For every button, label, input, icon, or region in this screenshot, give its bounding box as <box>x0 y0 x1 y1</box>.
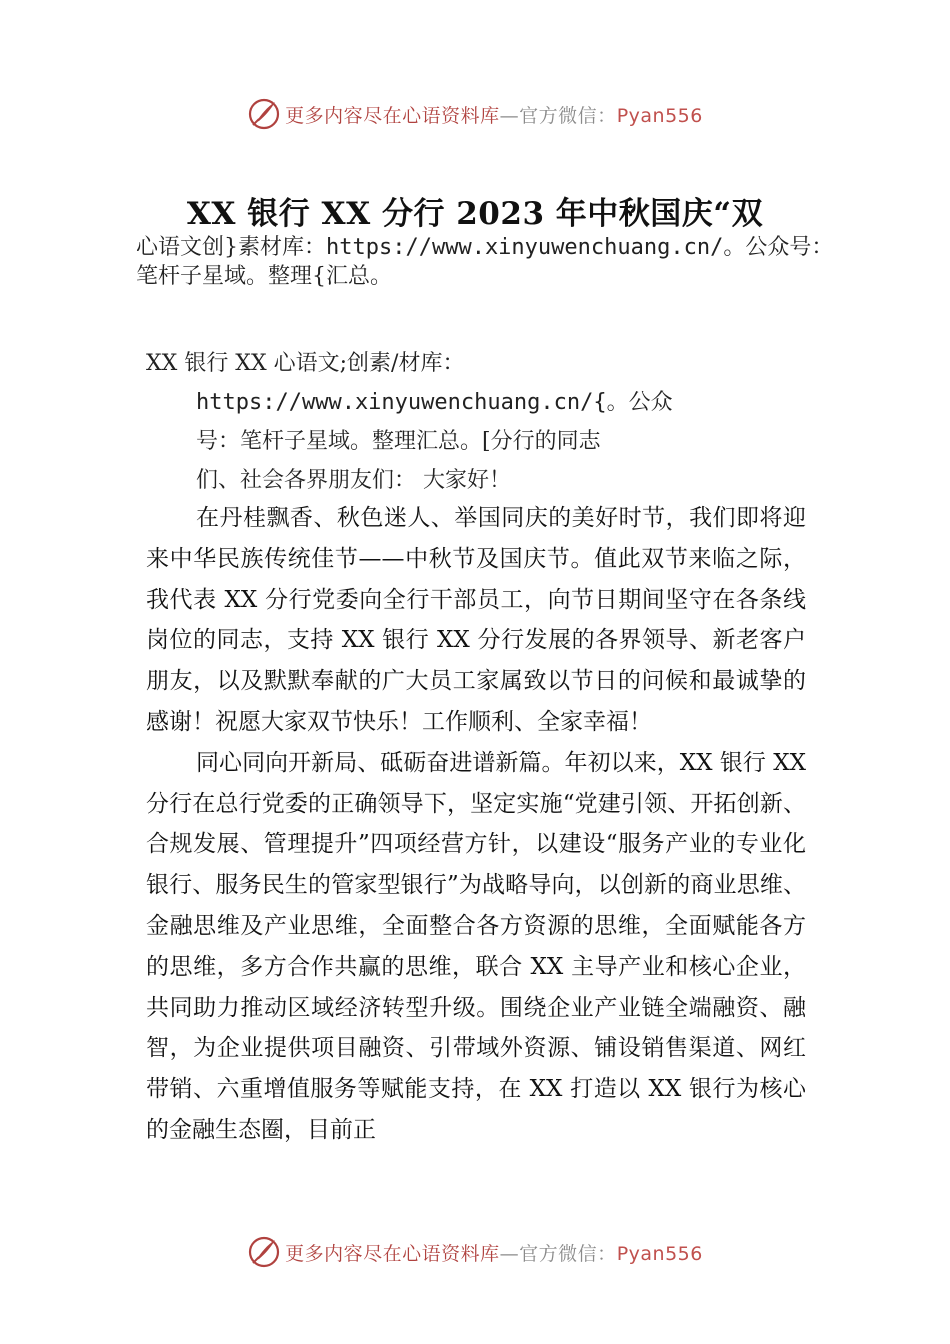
document-title: XX 银行 XX 分行 2023 年中秋国庆“双 <box>186 196 764 232</box>
quill-logo-icon <box>247 97 281 131</box>
greeting-line: https://www.xinyuwenchuang.cn/{。公众 <box>196 390 673 415</box>
body-paragraph: 在丹桂飘香、秋色迷人、举国同庆的美好时节，我们即将迎来中华民族传统佳节——中秋节及国庆节。值此双节来临之际，我代表 XX 分行党委向全行干部员工，向节日期间坚守在各条线岗位的同志，支持 XX 银行 XX 分行发展的各界领导、新老客户朋友，以及默默奉献的广大员工家属致以节日的问候和最诚挚的感谢！祝愿大家双节快乐！工作顺利、全家幸福！ <box>146 505 806 735</box>
banner-text: 更多内容尽在心语资料库—官方微信：Pyan556 <box>285 104 703 127</box>
quill-logo-icon <box>247 1235 281 1269</box>
greeting-block <box>146 344 826 500</box>
header-banner <box>0 94 950 134</box>
body-paragraph: 同心同向开新局、砥砺奋进谱新篇。年初以来，XX 银行 XX 分行在总行党委的正确领导下，坚定实施“党建引领、开拓创新、合规发展、管理提升”四项经营方针，以建设“服务产业的专业化银行、服务民生的管家型银行”为战略导向，以创新的商业思维、金融思维及产业思维，全面整合各方资源的思维，全面赋能各方的思维，多方合作共赢的思维，联合 XX 主导产业和核心企业，共同助力推动区域经济转型升级。围绕企业产业链全端融资、融智，为企业提供项目融资、引带域外资源、铺设销售渠道、网红带销、六重增值服务等赋能支持，在 XX 打造以 XX 银行为核心的金融生态圈，目前正 <box>146 749 806 1143</box>
document-body <box>146 498 806 1151</box>
greeting-line: XX 银行 XX 心语文;创素/材库： <box>146 351 465 376</box>
greeting-line: 们、社会各界朋友们： 大家好！ <box>196 468 511 493</box>
footer-banner <box>0 1232 950 1272</box>
greeting-line: 号：笔杆子星域。整理汇总。[分行的同志 <box>196 429 601 454</box>
source-note: 心语文创}素材库：https://www.xinyuwenchuang.cn/。公众号： 笔杆子星域。整理{汇总。 <box>136 235 834 289</box>
source-url: https://www.xinyuwenchuang.cn/ <box>326 235 724 260</box>
banner-text: 更多内容尽在心语资料库—官方微信：Pyan556 <box>285 1242 703 1265</box>
